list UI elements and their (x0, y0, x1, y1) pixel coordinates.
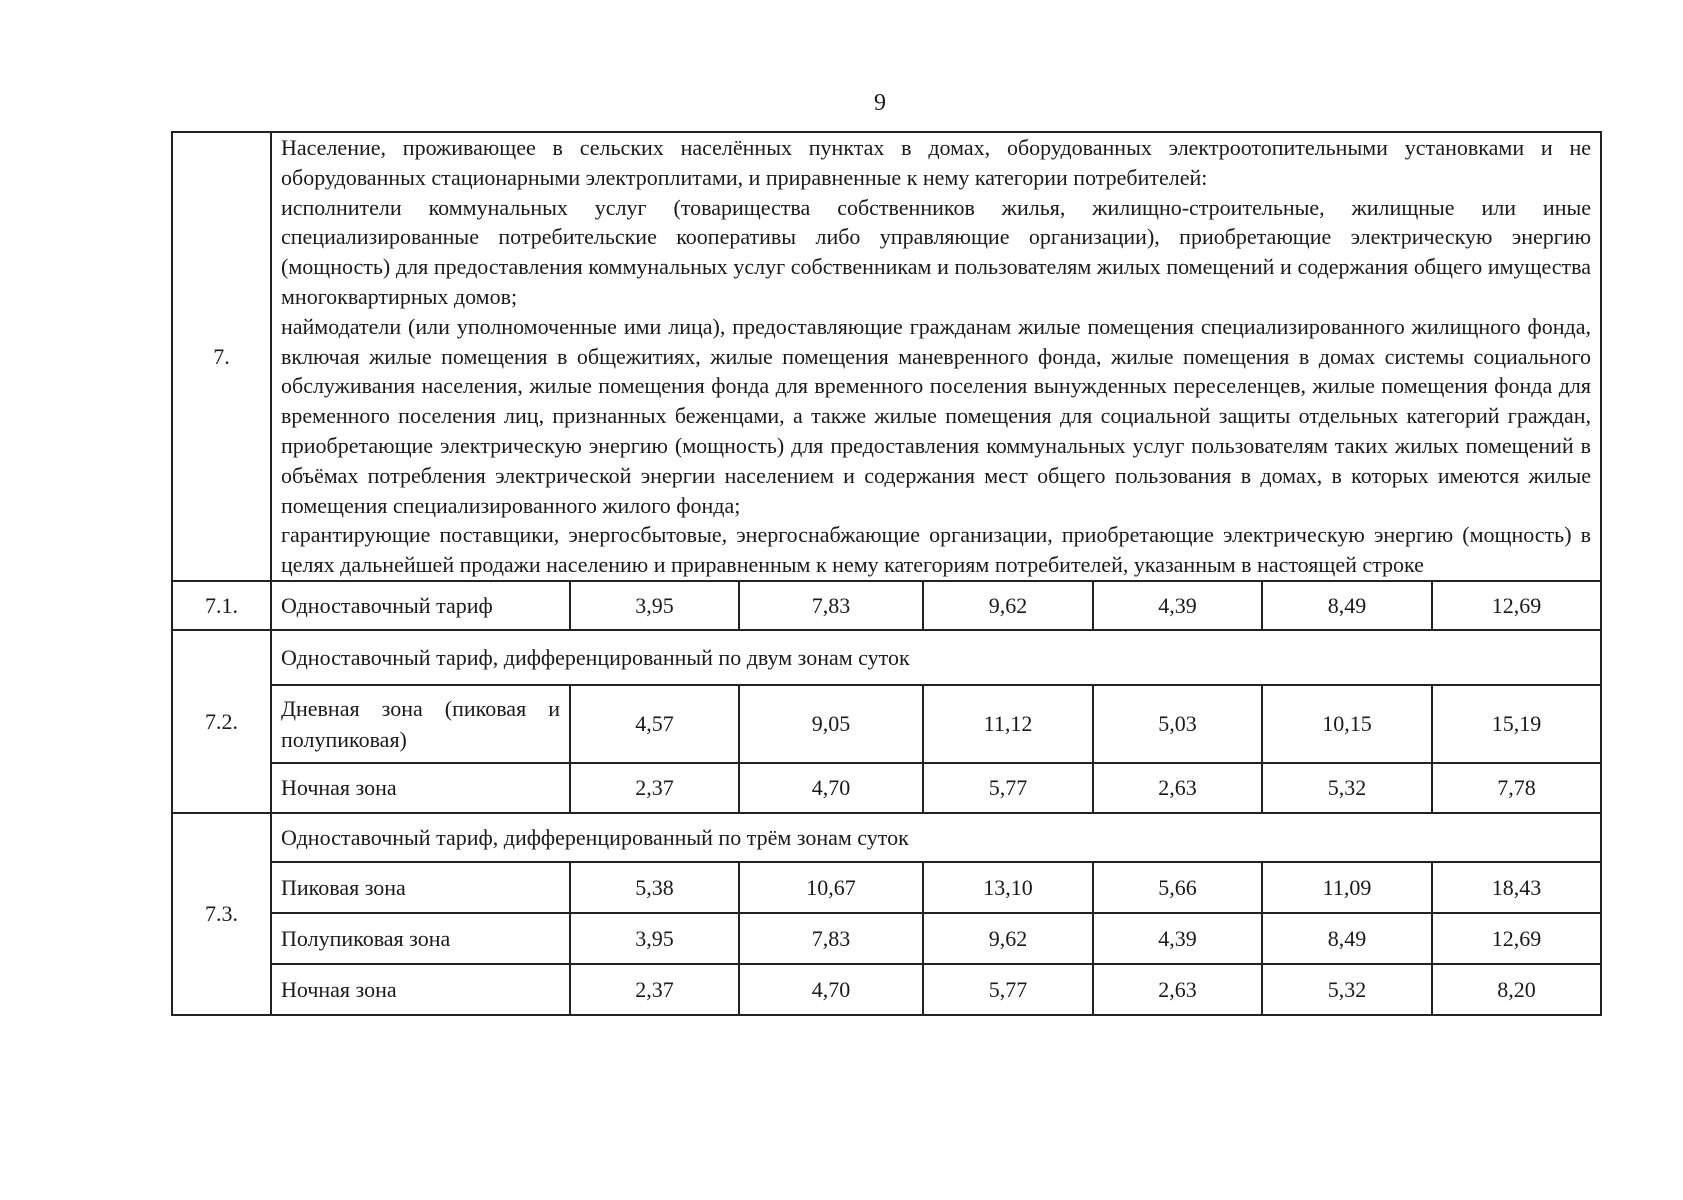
tariff-value: 10,67 (739, 862, 923, 913)
tariff-value: 5,77 (923, 763, 1093, 813)
row-number: 7.1. (172, 581, 271, 630)
tariff-value: 12,69 (1432, 581, 1601, 630)
tariff-value: 9,62 (923, 581, 1093, 630)
table-row-7-2-night (172, 763, 1601, 813)
tariff-value: 8,20 (1432, 964, 1601, 1015)
row-number: 7. (172, 132, 271, 581)
zone-group-heading: Одноставочный тариф, дифференцированный по двум зонам суток (271, 630, 1601, 685)
zone-label: Полупиковая зона (271, 913, 570, 964)
zone-label: Пиковая зона (271, 862, 570, 913)
tariff-value: 9,05 (739, 685, 923, 763)
tariff-value: 8,49 (1262, 913, 1432, 964)
description-paragraph: Население, проживающее в сельских населённых пунктах в домах, оборудованных электроотопительными установками и не оборудованных стационарными электроплитами, и приравненные к нему категории потребителей: (281, 135, 1592, 190)
tariff-value: 11,12 (923, 685, 1093, 763)
table-row-7-3-heading (172, 813, 1601, 862)
tariff-value: 4,39 (1093, 581, 1262, 630)
table-row-7-3-peak (172, 862, 1601, 913)
tariff-value: 11,09 (1262, 862, 1432, 913)
tariff-value: 2,37 (570, 763, 739, 813)
section-description (271, 132, 1601, 581)
tariff-value: 5,38 (570, 862, 739, 913)
tariff-value: 4,70 (739, 763, 923, 813)
tariff-value: 7,78 (1432, 763, 1601, 813)
description-paragraph: наймодатели (или уполномоченные ими лица), предоставляющие гражданам жилые помещения специализированного жилищного фонда, включая жилые помещения в общежитиях, жилые помещения маневренного фонда, жилые помещения в домах системы социального обслуживания населения, жилые помещения фонда для временного поселения вынужденных переселенцев, жилые помещения фонда для временного поселения лиц, признанных беженцами, а также жилые помещения для социальной защиты отдельных категорий граждан, приобретающие электрическую энергию (мощность) для предоставления коммунальных услуг пользователям таких жилых помещений в объёмах потребления электрической энергии населением и содержания мест общего пользования в домах, в которых имеются жилые помещения специализированного жилого фонда; (281, 313, 1592, 518)
tariff-value: 4,39 (1093, 913, 1262, 964)
table-row-7-2-heading (172, 630, 1601, 685)
tariff-value: 2,63 (1093, 763, 1262, 813)
tariff-value: 5,32 (1262, 964, 1432, 1015)
tariff-value: 4,57 (570, 685, 739, 763)
tariff-value: 3,95 (570, 913, 739, 964)
tariff-label: Одноставочный тариф (271, 581, 570, 630)
tariff-value: 5,66 (1093, 862, 1262, 913)
zone-label: Дневная зона (пиковая и полупиковая) (271, 685, 570, 763)
zone-label: Ночная зона (271, 763, 570, 813)
page-number: 9 (874, 90, 886, 116)
tariff-value: 8,49 (1262, 581, 1432, 630)
table-row-7-3-semipeak (172, 913, 1601, 964)
table-row-7-1 (172, 581, 1601, 630)
tariff-value: 18,43 (1432, 862, 1601, 913)
row-number: 7.3. (172, 813, 271, 1015)
tariff-value: 2,37 (570, 964, 739, 1015)
tariff-value: 5,77 (923, 964, 1093, 1015)
tariff-value: 7,83 (739, 913, 923, 964)
table-row-7 (172, 132, 1601, 581)
zone-group-heading: Одноставочный тариф, дифференцированный по трём зонам суток (271, 813, 1601, 862)
tariff-value: 10,15 (1262, 685, 1432, 763)
description-paragraph: исполнители коммунальных услуг (товарищества собственников жилья, жилищно-строительные, жилищные или иные специализированные потребительские кооперативы либо управляющие организации), приобретающие электрическую энергию (мощность) для предоставления коммунальных услуг собственникам и пользователям жилых помещений и содержания общего имущества многоквартирных домов; (281, 194, 1592, 309)
tariff-value: 3,95 (570, 581, 739, 630)
tariff-value: 5,03 (1093, 685, 1262, 763)
description-paragraph: гарантирующие поставщики, энергосбытовые, энергоснабжающие организации, приобретающие электрическую энергию (мощность) в целях дальнейшей продажи населению и приравненным к нему категориям потребителей, указанным в настоящей строке (281, 522, 1592, 578)
tariff-value: 4,70 (739, 964, 923, 1015)
zone-label: Ночная зона (271, 964, 570, 1015)
table-row-7-2-day (172, 685, 1601, 763)
tariff-value: 9,62 (923, 913, 1093, 964)
tariff-value: 13,10 (923, 862, 1093, 913)
tariff-value: 15,19 (1432, 685, 1601, 763)
tariff-value: 7,83 (739, 581, 923, 630)
tariff-value: 2,63 (1093, 964, 1262, 1015)
row-number: 7.2. (172, 630, 271, 813)
table-row-7-3-night (172, 964, 1601, 1015)
tariff-value: 5,32 (1262, 763, 1432, 813)
tariff-table (171, 131, 1602, 1016)
tariff-value: 12,69 (1432, 913, 1601, 964)
